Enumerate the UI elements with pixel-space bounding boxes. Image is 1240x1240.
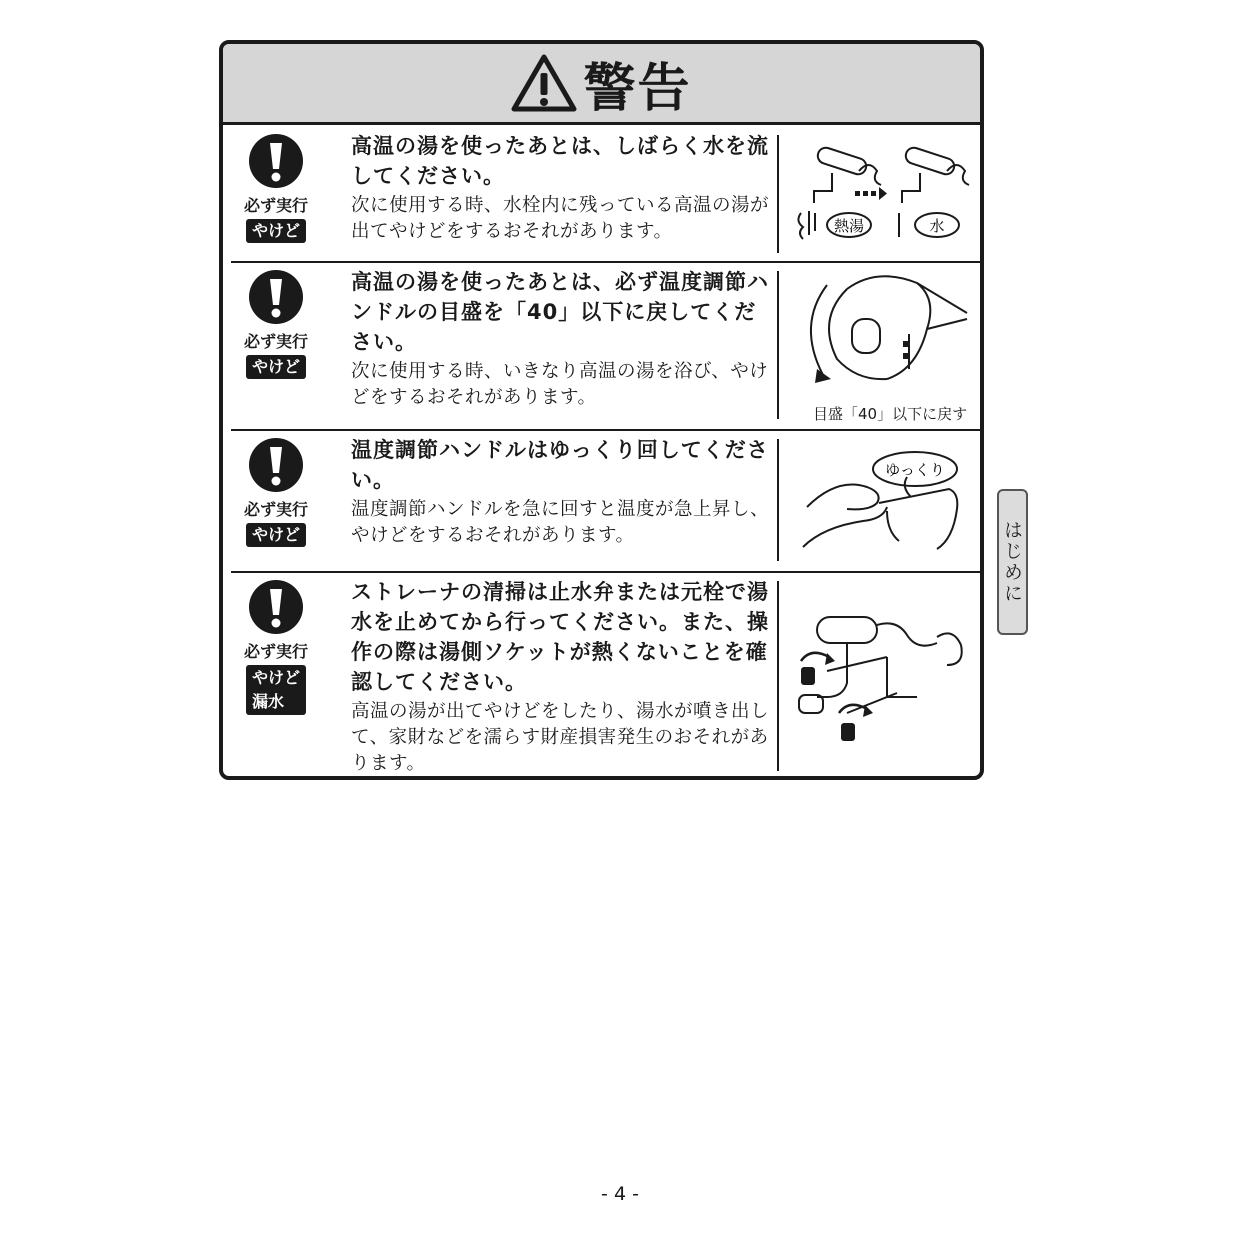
text-column bbox=[351, 431, 773, 549]
row-heading: 温度調節ハンドルはゆっくり回してください。 bbox=[351, 438, 769, 492]
faucet-flush-illustration bbox=[787, 133, 982, 253]
text-column bbox=[351, 573, 773, 777]
hazard-tag-leak: 漏水 bbox=[251, 692, 284, 711]
hazard-tag: やけど bbox=[246, 355, 306, 379]
text-column bbox=[351, 127, 773, 245]
hazard-tag bbox=[246, 665, 306, 715]
row-heading: 高温の湯を使ったあとは、しばらく水を流してください。 bbox=[351, 134, 769, 188]
text-column bbox=[351, 263, 773, 411]
mandatory-action-icon bbox=[248, 579, 304, 635]
warning-row-4 bbox=[231, 573, 982, 773]
hazard-tag-burn: やけど bbox=[251, 668, 300, 687]
must-label: 必ず実行 bbox=[243, 500, 308, 519]
illustration-caption: 目盛「40」以下に戻す bbox=[813, 405, 968, 423]
column-divider bbox=[777, 439, 779, 561]
mandatory-column bbox=[237, 133, 315, 243]
mandatory-action-icon bbox=[248, 269, 304, 325]
row-body: 温度調節ハンドルを急に回すと温度が急上昇し、やけどをするおそれがあります。 bbox=[351, 499, 770, 546]
column-divider bbox=[777, 135, 779, 253]
warning-header bbox=[223, 44, 980, 125]
cold-water-label: 水 bbox=[929, 217, 945, 235]
hazard-tag: やけど bbox=[246, 219, 306, 243]
warning-row-2 bbox=[231, 263, 982, 431]
must-label: 必ず実行 bbox=[243, 332, 308, 351]
row-heading: 高温の湯を使ったあとは、必ず温度調節ハンドルの目盛を「40」以下に戻してください。 bbox=[351, 270, 769, 354]
mandatory-column bbox=[237, 269, 315, 379]
hazard-tag: やけど bbox=[246, 523, 306, 547]
column-divider bbox=[777, 271, 779, 419]
mandatory-action-icon bbox=[248, 437, 304, 493]
row-body: 高温の湯が出てやけどをしたり、湯水が噴き出して、家財などを濡らす財産損害発生のおそれがあります。 bbox=[351, 701, 770, 774]
mandatory-action-icon bbox=[248, 133, 304, 189]
slow-turn-illustration bbox=[787, 437, 977, 562]
warning-row-1 bbox=[231, 127, 982, 263]
warning-box bbox=[219, 40, 984, 780]
warning-title: 警告 bbox=[583, 58, 692, 119]
section-tab-introduction[interactable]: はじめに bbox=[997, 489, 1028, 635]
row-heading: ストレーナの清掃は止水弁または元栓で湯水を止めてから行ってください。また、操作の際は湯側ソケットが熱くないことを確認してください。 bbox=[351, 580, 769, 694]
warning-triangle-icon bbox=[511, 53, 577, 113]
must-label: 必ず実行 bbox=[243, 196, 308, 215]
must-label: 必ず実行 bbox=[243, 642, 308, 661]
slowly-bubble-text: ゆっくり bbox=[885, 461, 945, 479]
strainer-cleaning-illustration bbox=[787, 597, 977, 762]
row-body: 次に使用する時、いきなり高温の湯を浴び、やけどをするおそれがあります。 bbox=[351, 361, 769, 408]
hot-water-label: 熱湯 bbox=[833, 217, 865, 235]
column-divider bbox=[777, 581, 779, 771]
temperature-handle-illustration bbox=[787, 269, 977, 389]
mandatory-column bbox=[237, 437, 315, 547]
page-number: - 4 - bbox=[601, 1183, 639, 1205]
warning-row-3 bbox=[231, 431, 982, 573]
row-body: 次に使用する時、水栓内に残っている高温の湯が出てやけどをするおそれがあります。 bbox=[351, 195, 770, 242]
mandatory-column bbox=[237, 579, 315, 715]
